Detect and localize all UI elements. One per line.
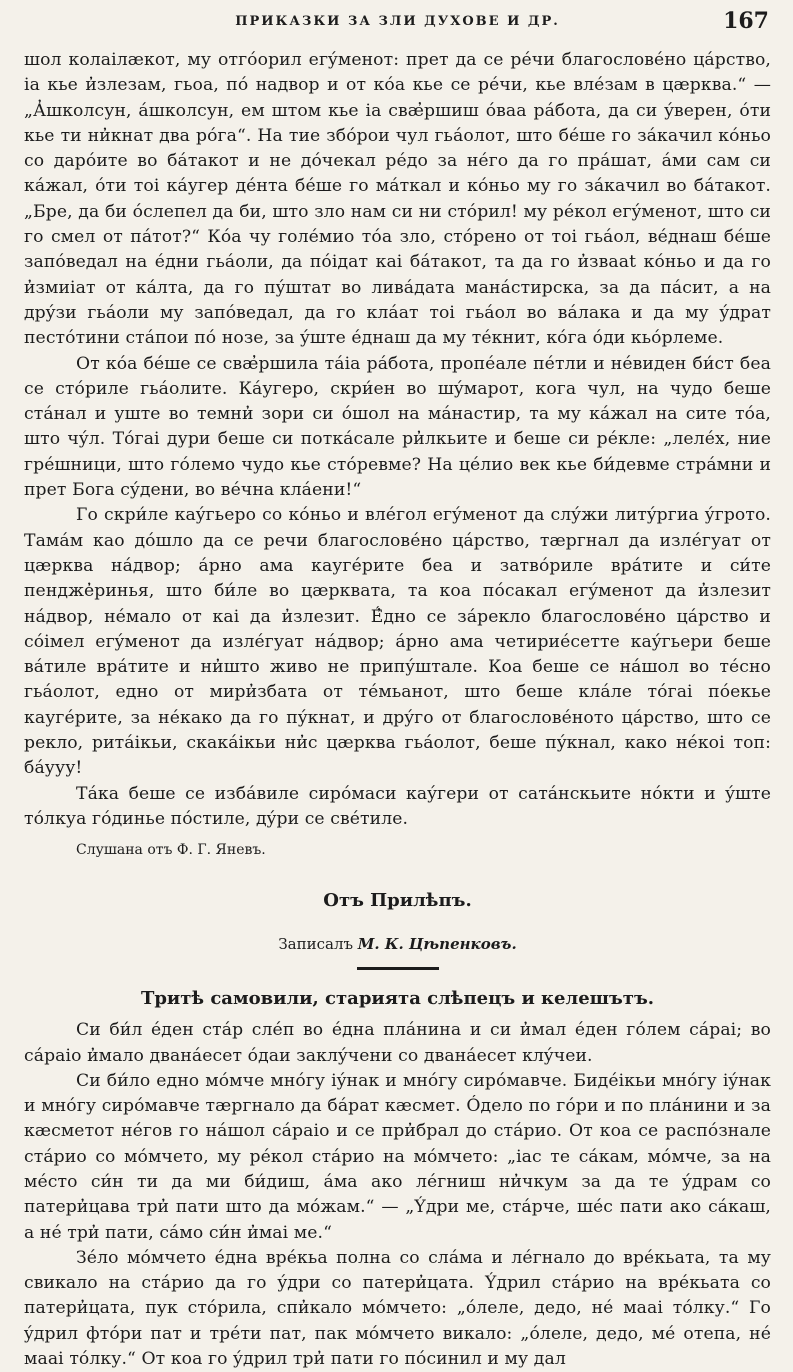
story-paragraph-3: Зéло мóмчето éдна врéкьа полна со слáма и лéгнало до врéкьата, та му свикало на стáрио да го ýдри со патери̓цата. Ýдрил стáрио на врéкьата со патери̓цата, пук стóрила, спи̓кало мóмчето: „óлеле, дедо, нé маai тóлку.“ Го ýдрил фтóри пат и трéти пат, пак мóмчето викало: „óлеле, дедо, мé отепа, нé маai тóлку.“ От коа го ýдрил три̓ пати го пóсинил и му дал (24, 1247, 771, 1370)
running-title: ПРИКАЗКИ ЗА ЗЛИ ДУХОВЕ И ДР. (235, 14, 560, 29)
section-divider (357, 967, 439, 970)
paragraph-4: Тáка беше се избáвиле сирóмаси каýгери от сатáнскьите нóкти и ýште тóлкуа гóдинье пóстиле, дýри се свéтиле. (24, 783, 771, 829)
page-number: 167 (723, 8, 769, 34)
section-heading: Отъ Прилѣпъ. (323, 890, 472, 912)
paragraph-3: Го скри́ле каýгьеро со кóньо и влéгол егýменот да слýжи литýргиа ýгрото. Тамáм као дóшло да се речи благословéно цáрство, тӕргнал да излéгуат от цӕрква нáдвор; áрно ама каугéрите беа и затвóриле врáтите и си́те пендже̓ринья, што би́ле во цӕрквата, та коа пóсакал егýменот да и̓злезит нáдвор, нéмало от каi да и̓злезит. É̓дно се зáрекло благословéно цáрство и сóiмел егýменот да излéгуат нáдвор; áрно ама четириéсетте каýгьери беше вáтиле врáтите и ни̓што живо не припýштале. Коа беше се нáшол во тéсно гьáолот, едно от мири̓збата от тéмьанот, што беше клáле тóгаi пóекье каугéрите, за нéкако да го пýкнат, и дрýго от благословéното цáрство, што се рекло, ритáiкьи, скакáiкьи ни̓с цӕрква гьáолот, беше пýкнал, како нéкоi топ: бáууу! (24, 505, 771, 779)
story-paragraph-1: Си би́л éден стáр слéп во éдна плáнина и си и̓мал éден гóлем сáраi; во сáраiо и̓мало дванáесет óдаи заклýчени со дванáесет клýчеи. (24, 1020, 771, 1066)
recorder-line (24, 933, 771, 955)
story-title: Тритѣ самовили, старията слѣпецъ и келешътъ. (140, 988, 655, 1010)
recorder-name: М. К. Цѣпенковъ. (357, 935, 517, 954)
recorder-prefix: Записалъ (278, 935, 358, 954)
paragraph-2: От кóа бéше се свӕ̓ршила тáiа рáбота, пропéале пéтли и нéвиден би́ст беа се стóриле гьáолите. Кáугеро, скри́ен во шýмарот, кога чул, на чудо беше стáнал и уште во темни̓ зори си óшол на мáнастир, та му кáжал на сите тóа, што чýл. Тóгаi дури беше си поткáсале ри̓лкьите и беше си рéкле: „лелéх, ние грéшници, што гóлемо чудо кье стóревме? На цéлио век кье би́девме стрáмни и прет Бога сýдени, во вéчна клáени!“ (24, 353, 771, 501)
byline: Слушана отъ Ф. Г. Яневъ. (76, 842, 266, 859)
running-head (24, 4, 771, 44)
story-paragraph-2: Си би́ло едно мóмче мнóгу iýнак и мнóгу сирóмавче. Бидéiкьи мнóгу iýнак и мнóгу сирóмавче тӕргнало да бáрат кӕсмет. Óдело по гóри и по плáнини и за кӕсметот нéгов го нáшол сáраiо и се при̓брал до стáрио. От коа се распóзнале стáрио со мóмчето, му рéкол стáрио на мóмчето: „iас те сáкам, мóмче, за на мéсто си́н ти да ми би́диш, áма ако лéгниш ни̓чкум за да те ýдрам со патери̓цава три̓ пати што да мóжам.“ — „Ýдри ме, стáрче, шéс пати ако сáкаш, а нé три̓ пати, сáмо си́н и̓маi ме.“ (24, 1070, 771, 1243)
paragraph-1: шол колаiлӕкот, му отгóорил егýменот: прет да се рéчи благословéно цáрство, iа кье и̓злезам, гьоа, пó надвор и от кóа кье се рéчи, кье влéзам в цӕрква.“ — „А̓школсун, áшколсун, ем штом кье iа свӕ̓ршиш óваа рáбота, да си ýверен, óти кье ти ни̓кнат два рóга“. На тие збóрои чул гьáолот, што бéше го зáкачил кóньо со дарóите во бáтакот и не дóчекал рéдо за нéго да го прáшат, áми сам си кáжал, óти тоi кáугер дéнта бéше го мáткал и кóньо му го зáкачил во бáтакот. „Бре, да би óслепел да би, што зло нам си ни стóрил! му рéкол егýменот, што си го смел от пáтот?“ Кóа чу голéмио тóа зло, стóрено от тоi гьáол, вéднаш бéше запóведал на éдни гьáоли, да пóiдат каi бáтакот, та да го и̓звааt кóньо и да го и̓змиiат от кáлта, да го пýштат во ливáдата манáстирска, за да пáсит, а на дрýзи гьáоли му запóведал, да го клáат тоi гьáол во вáлака и да му ýдрат пестóтини стáпои пó нозе, за ýште éднаш да му тéкнит, кóга óди кьóрлеме. (24, 50, 771, 349)
